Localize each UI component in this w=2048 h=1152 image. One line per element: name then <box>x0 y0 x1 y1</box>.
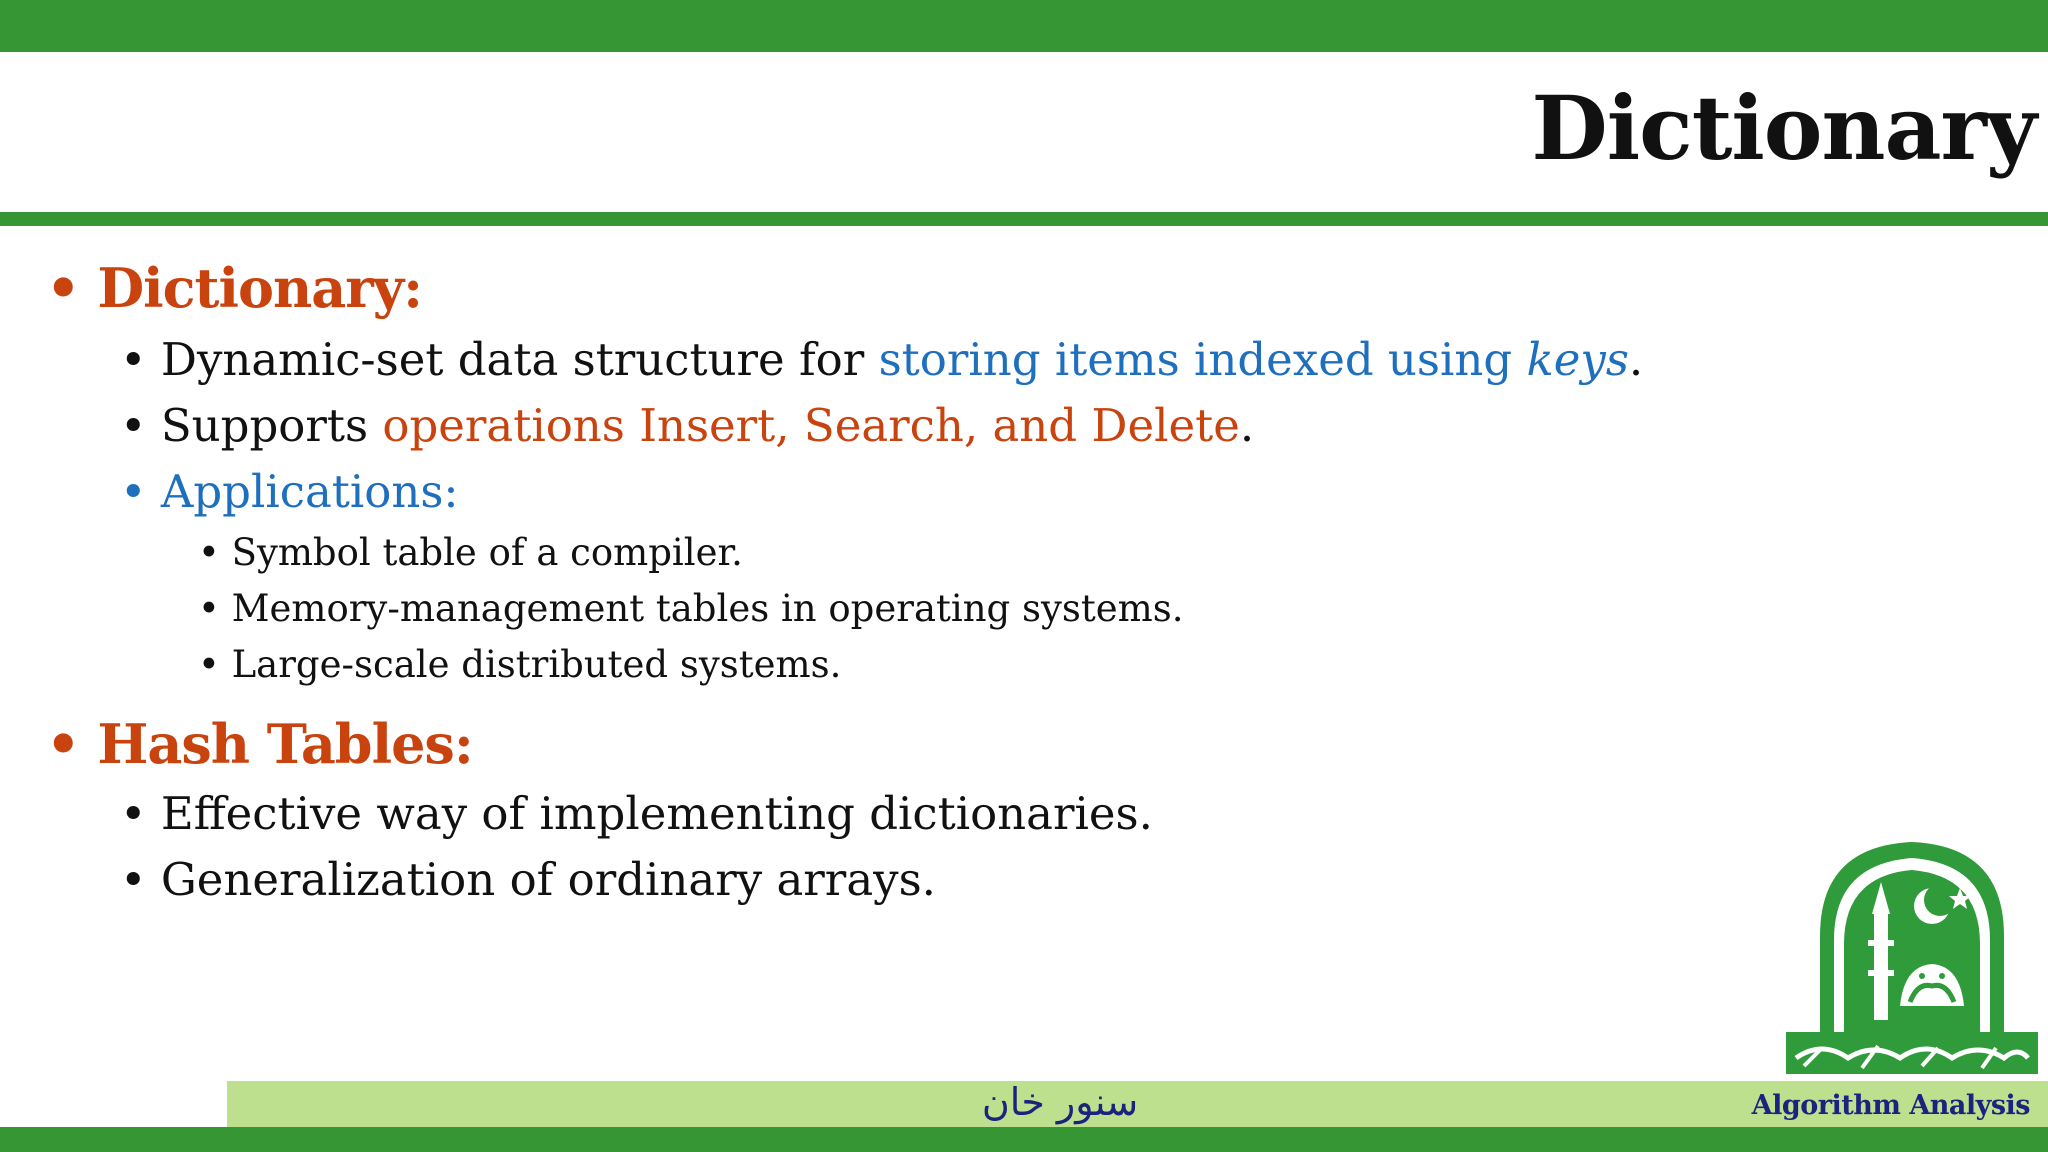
bullet-icon: • <box>198 587 232 630</box>
list-item <box>120 398 1254 454</box>
section-heading-text: Dictionary: <box>97 256 423 320</box>
university-crest-icon <box>1782 836 2042 1078</box>
sub-list-item <box>198 642 841 688</box>
list-item <box>120 852 936 908</box>
bullet-icon: • <box>46 256 98 320</box>
item-punctuation: . <box>1628 333 1644 386</box>
sub-item-text: Symbol table of a compiler. <box>231 531 743 574</box>
bullet-icon: • <box>120 333 161 386</box>
item-text: Applications: <box>160 465 459 518</box>
bullet-icon: • <box>120 465 161 518</box>
section-heading-text: Hash Tables: <box>97 712 473 776</box>
item-punctuation: . <box>1239 399 1255 452</box>
bullet-icon: • <box>46 712 98 776</box>
bullet-icon: • <box>120 787 161 840</box>
item-highlight: storing items indexed using <box>878 333 1527 386</box>
bullet-icon: • <box>198 531 232 574</box>
sub-list-item <box>198 530 743 576</box>
item-text: Generalization of ordinary arrays. <box>160 853 936 906</box>
section-heading-dictionary <box>46 256 422 320</box>
item-highlight: operations Insert, Search, and Delete <box>382 399 1240 452</box>
sub-item-text: Memory-management tables in operating systems. <box>231 587 1184 630</box>
footer-course-title: Algorithm Analysis <box>1751 1090 2030 1121</box>
item-text: Effective way of implementing dictionaries. <box>160 787 1153 840</box>
bullet-icon: • <box>198 643 232 686</box>
bullet-icon: • <box>120 853 161 906</box>
footer-author: سنور خان <box>981 1080 1139 1124</box>
section-heading-hash-tables <box>46 712 473 776</box>
item-italic-keyword: keys <box>1526 333 1629 386</box>
slide-title: Dictionary <box>1531 76 2036 180</box>
list-item-applications <box>120 464 459 520</box>
list-item <box>120 786 1153 842</box>
list-item <box>120 332 1643 388</box>
bottom-green-bar <box>0 1127 2048 1152</box>
item-text: Dynamic-set data structure for <box>160 333 879 386</box>
item-text: Supports <box>160 399 383 452</box>
sub-item-text: Large-scale distributed systems. <box>231 643 842 686</box>
sub-list-item <box>198 586 1183 632</box>
bullet-icon: • <box>120 399 161 452</box>
